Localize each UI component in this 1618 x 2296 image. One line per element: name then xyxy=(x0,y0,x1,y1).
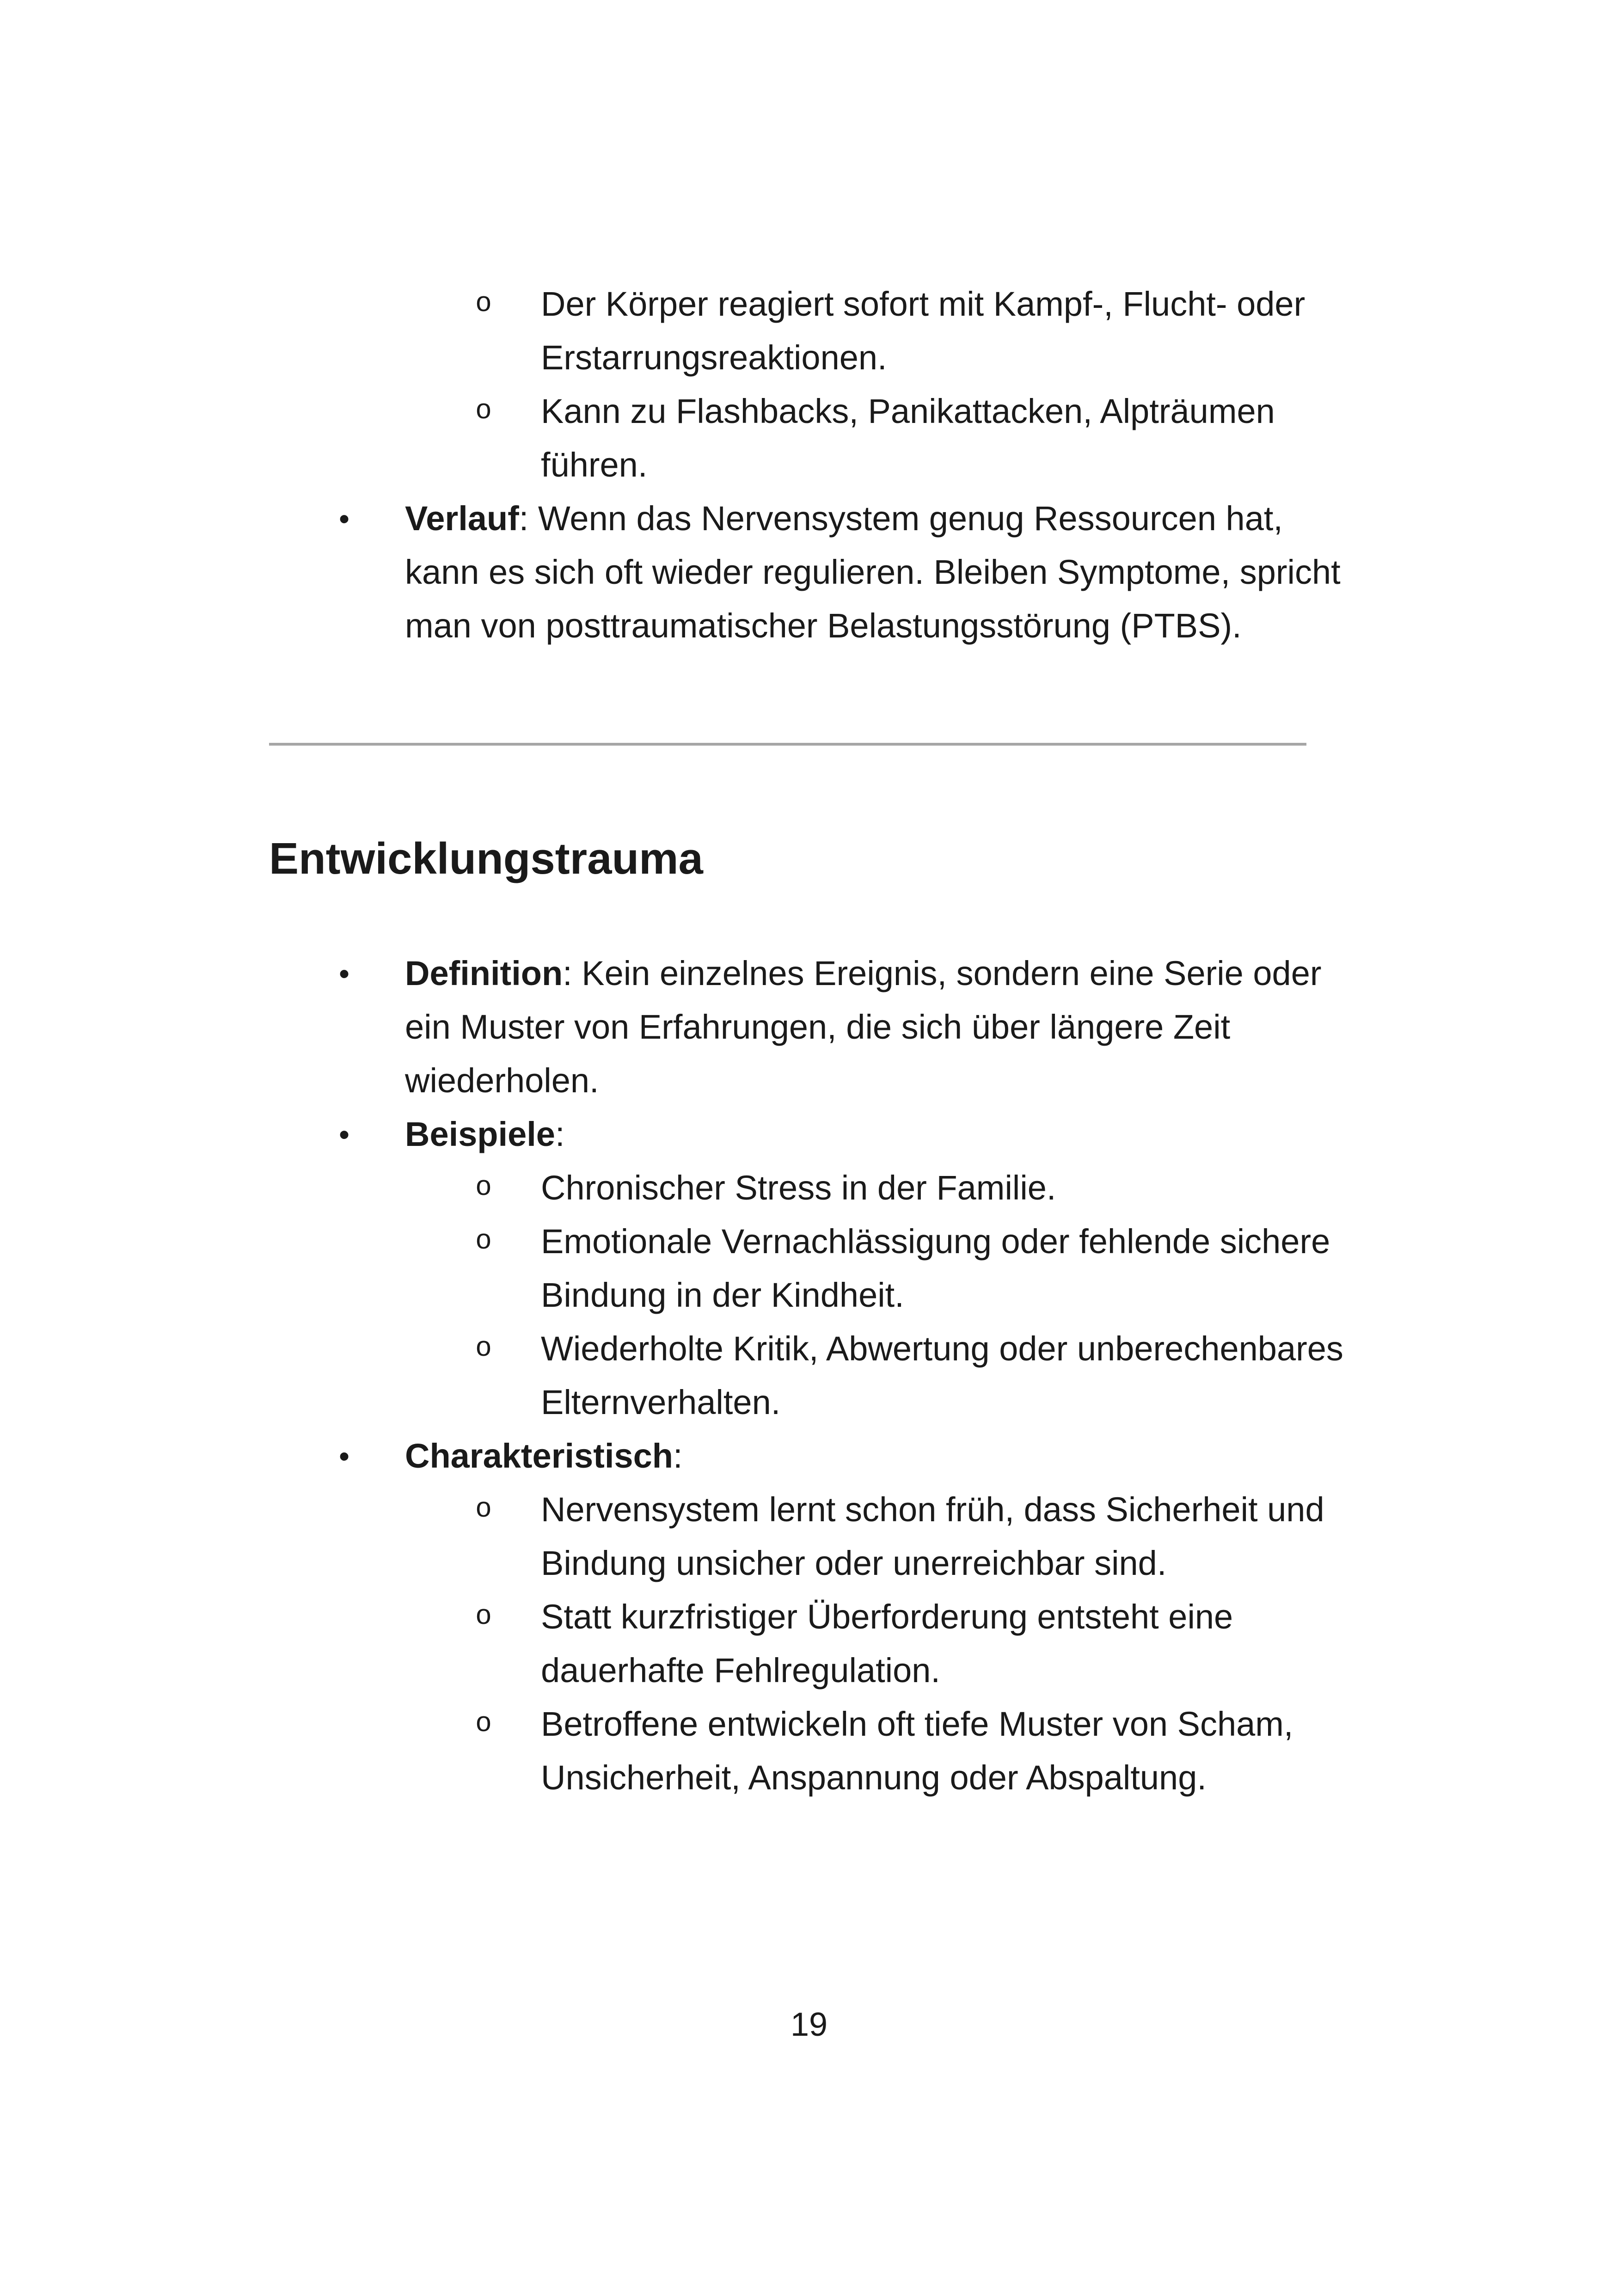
list-item-text: Betroffene entwickeln oft tiefe Muster von Scham, Unsicherheit, Anspannung oder Abspaltung. xyxy=(541,1705,1293,1797)
page-number: 19 xyxy=(790,2006,828,2043)
list-item-label: Definition xyxy=(405,954,563,992)
section-heading: Entwicklungstrauma xyxy=(269,834,703,883)
circle-bullet-icon: o xyxy=(475,288,492,320)
list-item-text: Nervensystem lernt schon früh, dass Sicherheit und Bindung unsicher oder unerreichbar sind. xyxy=(541,1490,1324,1582)
list-item-body: : xyxy=(673,1437,683,1475)
list-item-label: Verlauf xyxy=(405,499,519,538)
list-item-label: Beispiele xyxy=(405,1115,555,1153)
list-item-body: : xyxy=(555,1115,565,1153)
section-divider xyxy=(269,743,1306,746)
circle-bullet-icon: o xyxy=(475,1172,492,1204)
bullet-icon: • xyxy=(339,956,350,991)
list-item-body: : Wenn das Nervensystem genug Ressourcen hat, kann es sich oft wieder regulieren. Bleiben Symptome, spricht man von posttraumatischer Belastungsstörung (PTBS). xyxy=(405,499,1341,645)
bullet-icon: • xyxy=(339,1117,350,1151)
list-item xyxy=(269,1697,1351,1805)
list-item-text: Der Körper reagiert sofort mit Kampf-, Flucht- oder Erstarrungsreaktionen. xyxy=(541,285,1305,377)
bullet-icon: • xyxy=(339,502,350,536)
circle-bullet-icon: o xyxy=(475,1708,492,1740)
list-item-text xyxy=(405,492,1351,653)
circle-bullet-icon: o xyxy=(475,1601,492,1633)
list-item xyxy=(269,1322,1351,1429)
list-item-text xyxy=(405,947,1351,1108)
list-item xyxy=(269,1590,1351,1697)
list-item xyxy=(269,277,1351,385)
list-item xyxy=(269,1161,1351,1215)
list-item-text: Statt kurzfristiger Überforderung entsteht eine dauerhafte Fehlregulation. xyxy=(541,1598,1233,1690)
list-item-text: Chronischer Stress in der Familie. xyxy=(541,1169,1056,1207)
list-item xyxy=(269,1429,1351,1483)
list-item-text: Kann zu Flashbacks, Panikattacken, Alpträumen führen. xyxy=(541,392,1275,484)
list-item-body: : Kein einzelnes Ereignis, sondern eine Serie oder ein Muster von Erfahrungen, die sich über längere Zeit wiederholen. xyxy=(405,954,1322,1100)
circle-bullet-icon: o xyxy=(475,396,492,427)
circle-bullet-icon: o xyxy=(475,1494,492,1525)
list-item-text: Emotionale Vernachlässigung oder fehlende sichere Bindung in der Kindheit. xyxy=(541,1222,1330,1314)
list-item-label: Charakteristisch xyxy=(405,1437,673,1475)
circle-bullet-icon: o xyxy=(475,1226,492,1257)
list-item xyxy=(269,385,1351,492)
list-item xyxy=(269,492,1351,653)
bullet-icon: • xyxy=(339,1439,350,1473)
list-item xyxy=(269,1108,1351,1161)
document-page xyxy=(269,277,1351,1805)
list-item-text xyxy=(405,1429,1351,1483)
list-item-text: Wiederholte Kritik, Abwertung oder unberechenbares Elternverhalten. xyxy=(541,1329,1343,1421)
circle-bullet-icon: o xyxy=(475,1333,492,1365)
list-item xyxy=(269,1215,1351,1322)
list-item xyxy=(269,1483,1351,1590)
list-item xyxy=(269,947,1351,1108)
list-item-text xyxy=(405,1108,1351,1161)
